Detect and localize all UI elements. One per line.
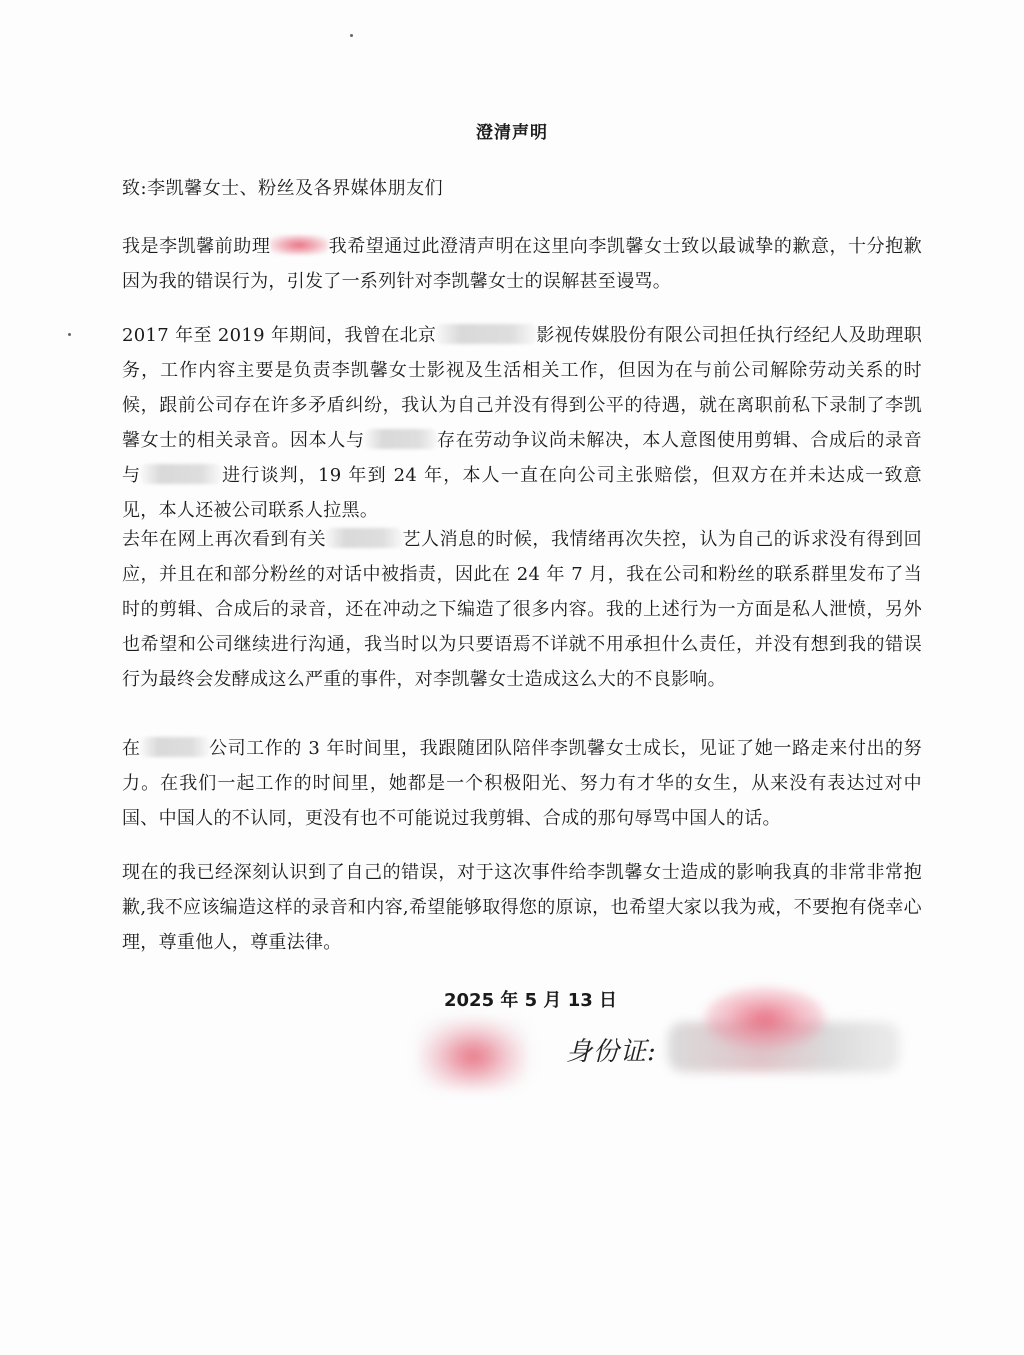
paragraph-text: 2017 年至 2019 年期间，我曾在北京 <box>122 325 437 346</box>
paragraph-text: 我希望通过此澄清声明在这里向李凯馨女士致以最诚挚的歉意，十分抱歉因为我的错误行为，引发了一系列针对李凯馨女士的误解甚至谩骂。 <box>122 236 922 292</box>
paragraph-text: 我是李凯馨前助理 <box>122 236 271 257</box>
paragraph-text: 影视传媒股份有限公司担任执行经纪人及助理职务，工作内容主要是负责李凯馨女士影视及生活相关工作，但因为在与前公司解除劳动关系的时候，跟前公司存在许多矛盾纠纷，我认为自己并没有得到公平的待遇，就在离职前私下录制了李凯馨女士的相关录音。因本人与 <box>122 325 922 451</box>
paragraph-incident <box>122 522 922 697</box>
redacted-company <box>436 324 536 344</box>
document-date: 2025 年 5 月 13 日 <box>444 990 618 1011</box>
document-title: 澄清声明 <box>476 123 548 143</box>
id-label: 身份证: <box>566 1037 657 1067</box>
paragraph-conclusion <box>122 855 922 960</box>
redacted-company <box>141 464 221 484</box>
redacted-company <box>365 429 437 449</box>
paragraph-text: 进行谈判，19 年到 24 年，本人一直在向公司主张赔偿，但双方在并未达成一致意见，本人还被公司联系人拉黑。 <box>122 465 922 521</box>
scan-speck <box>68 333 71 336</box>
paragraph-text: 艺人消息的时候，我情绪再次失控，认为自己的诉求没有得到回应，并且在和部分粉丝的对话中被指责，因此在 24 年 7 月，我在公司和粉丝的联系群里发布了当时的剪辑、合成后的录音，还在冲动之下编造了很多内容。我的上述行为一方面是私人泄愤，另外也希望和公司继续进行沟通，我当时以为只要语焉不详就不用承担什么责任，并没有想到我的错误行为最终会发酵成这么严重的事件，对李凯馨女士造成这么大的不良影响。 <box>122 529 922 690</box>
paragraph-testimony <box>122 731 922 836</box>
scan-speck <box>350 34 353 37</box>
paragraph-text: 在 <box>122 738 141 759</box>
paragraph-text: 去年在网上再次看到有关 <box>122 529 327 550</box>
redacted-name <box>270 235 328 255</box>
paragraph-text: 存在劳动争议尚未解决，本人意图使用剪辑、合成后的录音与 <box>122 430 922 486</box>
paragraph-background <box>122 318 922 528</box>
redacted-signature <box>418 1018 528 1088</box>
paragraph-text: 公司工作的 3 年时间里，我跟随团队陪伴李凯馨女士成长，见证了她一路走来付出的努力。在我们一起工作的时间里，她都是一个积极阳光、努力有才华的女生，从来没有表达过对中国、中国人的不认同，更没有也不可能说过我剪辑、合成的那句辱骂中国人的话。 <box>122 738 922 829</box>
redacted-company <box>141 737 209 757</box>
salutation: 致:李凯馨女士、粉丝及各界媒体朋友们 <box>122 178 444 199</box>
paragraph-text: 现在的我已经深刻认识到了自己的错误，对于这次事件给李凯馨女士造成的影响我真的非常非常抱歉,我不应该编造这样的录音和内容,希望能够取得您的原谅，也希望大家以我为戒，不要抱有侥幸心理，尊重他人，尊重法律。 <box>122 862 922 953</box>
fingerprint-stamp <box>705 988 825 1048</box>
redacted-company <box>326 528 402 548</box>
paragraph-apology <box>122 229 922 299</box>
